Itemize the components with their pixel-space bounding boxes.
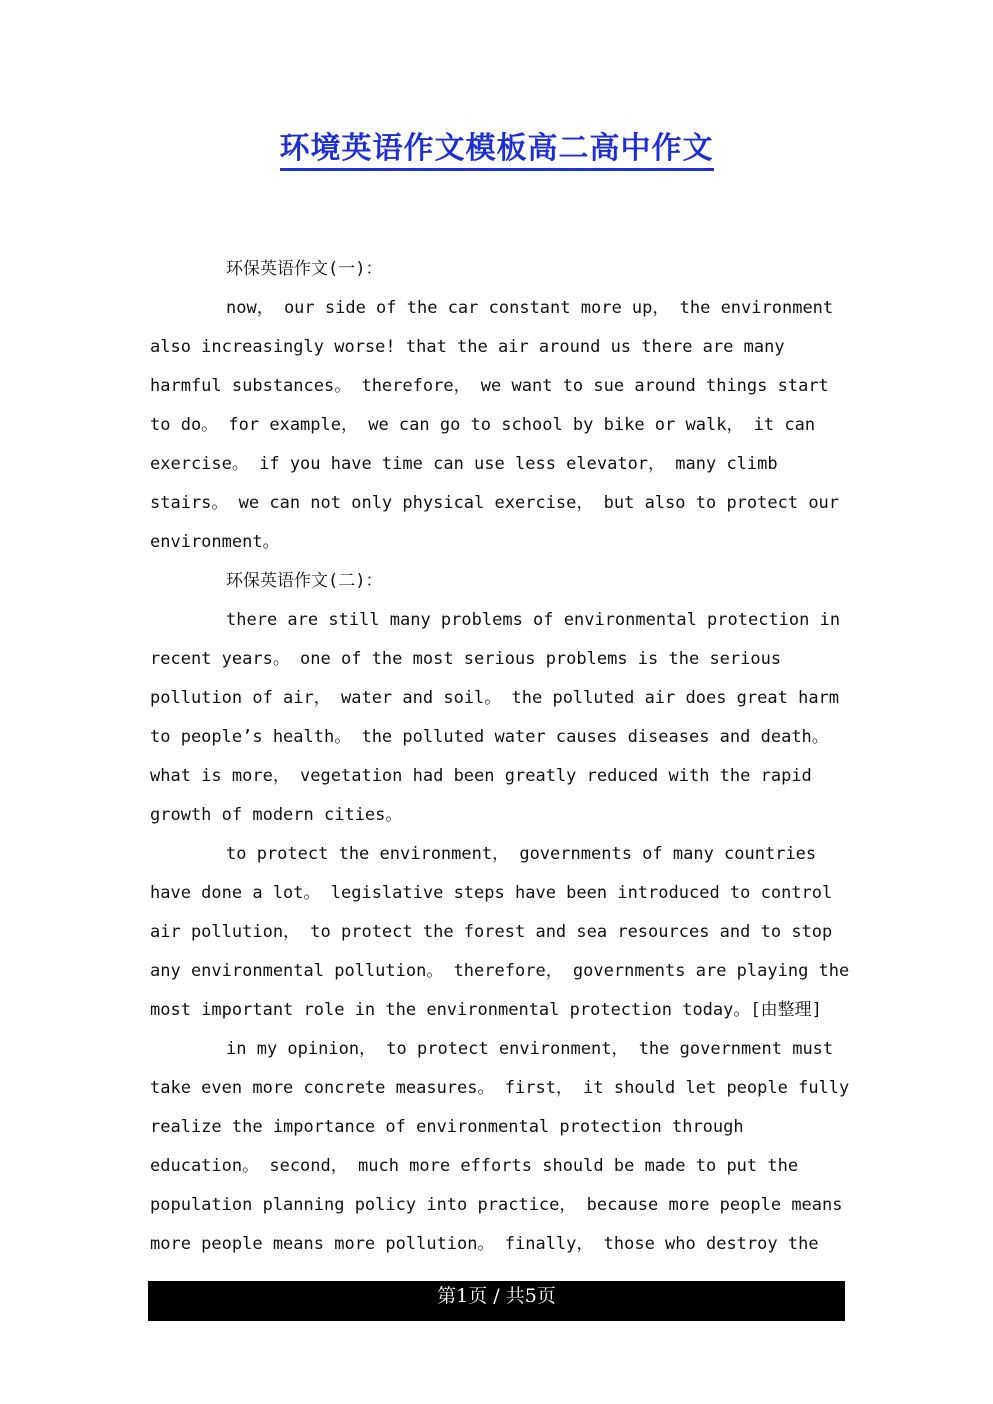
text-line: most important role in the environmental protection today。[由整理] [150,1000,822,1020]
text-line: have done a lot。 legislative steps have been introduced to control [150,883,833,903]
text-line: in my opinion， to protect environment， the government must [226,1039,834,1059]
page-footer [148,1281,845,1321]
text-line: stairs。 we can not only physical exercise， but also to protect our [150,493,840,513]
text-line: environment。 [150,532,280,552]
text-line: any environmental pollution。 therefore， governments are playing the [150,961,850,981]
page-title: 环境英语作文模板高二高中作文 [280,130,714,171]
text-line: 环保英语作文(二)： [226,571,383,591]
text-line: to people’s health。 the polluted water causes diseases and death。 [150,727,829,747]
page-title-container [0,128,993,171]
page-number-label: 第1页 / 共5页 [437,1285,556,1307]
text-line: 环保英语作文(一)： [226,259,383,279]
text-line: take even more concrete measures。 first， it should let people fully [150,1078,850,1098]
text-line: what is more， vegetation had been greatly reduced with the rapid [150,766,812,786]
document-body [150,250,850,1264]
text-line: now， our side of the car constant more up， the environment [226,298,834,318]
text-line: education。 second， much more efforts should be made to put the [150,1156,799,1176]
text-line: to protect the environment， governments of many countries [226,844,817,864]
text-line: exercise。 if you have time can use less elevator， many climb [150,454,778,474]
text-line: there are still many problems of environmental protection in [226,610,841,630]
text-line: recent years。 one of the most serious problems is the serious [150,649,782,669]
text-line: growth of modern cities。 [150,805,403,825]
text-line: realize the importance of environmental protection through [150,1117,744,1137]
text-line: to do。 for example， we can go to school by bike or walk， it can [150,415,816,435]
text-line: more people means more pollution。 finally， those who destroy the [150,1234,819,1254]
text-line: population planning policy into practice， because more people means [150,1195,843,1215]
text-line: pollution of air， water and soil。 the polluted air does great harm [150,688,840,708]
text-line: harmful substances。 therefore， we want to sue around things start [150,376,829,396]
text-line: air pollution， to protect the forest and sea resources and to stop [150,922,833,942]
text-line: also increasingly worse! that the air around us there are many [150,337,785,357]
